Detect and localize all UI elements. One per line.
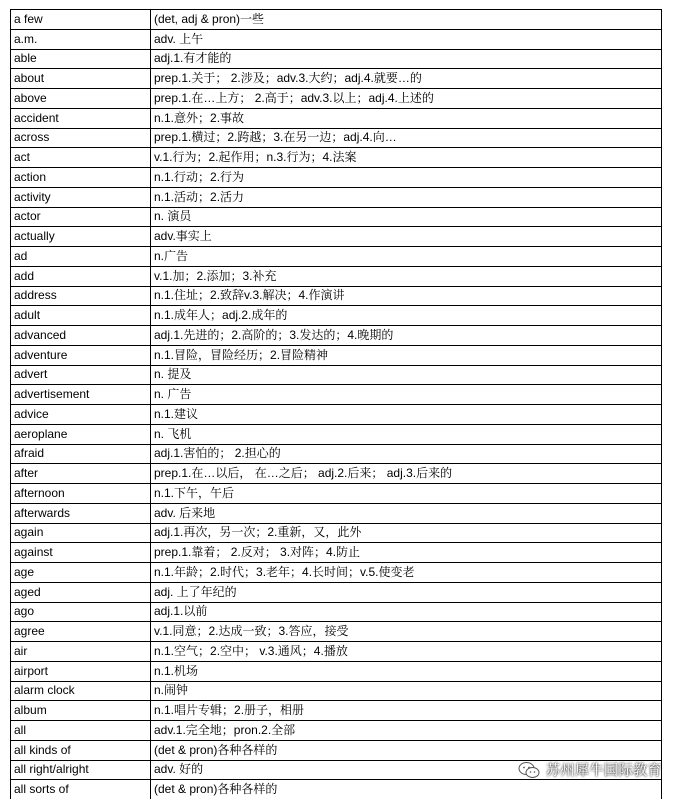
meaning-cell: adj. 上了年纪的 bbox=[151, 582, 662, 602]
word-cell: all right/alright bbox=[11, 760, 151, 780]
word-cell: advice bbox=[11, 405, 151, 425]
word-cell: advert bbox=[11, 365, 151, 385]
meaning-cell: adj.1.再次，另一次；2.重新，又，此外 bbox=[151, 523, 662, 543]
meaning-cell: adv.1.完全地；pron.2.全部 bbox=[151, 721, 662, 741]
word-cell: again bbox=[11, 523, 151, 543]
table-row bbox=[11, 168, 662, 188]
word-cell: all bbox=[11, 721, 151, 741]
table-row bbox=[11, 444, 662, 464]
word-cell: actor bbox=[11, 207, 151, 227]
meaning-cell: n. 演员 bbox=[151, 207, 662, 227]
word-cell: air bbox=[11, 642, 151, 662]
table-row bbox=[11, 207, 662, 227]
table-row bbox=[11, 543, 662, 563]
word-cell: address bbox=[11, 286, 151, 306]
meaning-cell: adj.1.先进的；2.高阶的；3.发达的；4.晚期的 bbox=[151, 326, 662, 346]
word-cell: all sorts of bbox=[11, 780, 151, 799]
table-row bbox=[11, 780, 662, 799]
meaning-cell: v.1.加；2.添加；3.补充 bbox=[151, 266, 662, 286]
table-row bbox=[11, 326, 662, 346]
word-cell: across bbox=[11, 128, 151, 148]
word-cell: after bbox=[11, 464, 151, 484]
table-row bbox=[11, 424, 662, 444]
meaning-cell: adv. 后来地 bbox=[151, 503, 662, 523]
word-cell: all kinds of bbox=[11, 740, 151, 760]
table-row bbox=[11, 345, 662, 365]
word-cell: adventure bbox=[11, 345, 151, 365]
table-row bbox=[11, 148, 662, 168]
table-row bbox=[11, 89, 662, 109]
table-row bbox=[11, 247, 662, 267]
table-row bbox=[11, 740, 662, 760]
meaning-cell: adj.1.害怕的； 2.担心的 bbox=[151, 444, 662, 464]
word-cell: a few bbox=[11, 10, 151, 30]
table-row bbox=[11, 128, 662, 148]
meaning-cell: adj.1.有才能的 bbox=[151, 49, 662, 69]
meaning-cell: n.1.机场 bbox=[151, 661, 662, 681]
word-cell: airport bbox=[11, 661, 151, 681]
word-cell: able bbox=[11, 49, 151, 69]
table-row bbox=[11, 227, 662, 247]
meaning-cell: v.1.同意；2.达成一致；3.答应，接受 bbox=[151, 622, 662, 642]
meaning-cell: adj.1.以前 bbox=[151, 602, 662, 622]
meaning-cell: n.1.年龄；2.时代；3.老年；4.长时间；v.5.使变老 bbox=[151, 563, 662, 583]
table-row bbox=[11, 661, 662, 681]
table-row bbox=[11, 602, 662, 622]
table-row bbox=[11, 266, 662, 286]
meaning-cell: (det, adj & pron)一些 bbox=[151, 10, 662, 30]
word-cell: alarm clock bbox=[11, 681, 151, 701]
meaning-cell: n.1.唱片专辑；2.册子，相册 bbox=[151, 701, 662, 721]
table-row bbox=[11, 306, 662, 326]
meaning-cell: prep.1.关于； 2.涉及；adv.3.大约；adj.4.就要…的 bbox=[151, 69, 662, 89]
meaning-cell: n.广告 bbox=[151, 247, 662, 267]
watermark bbox=[518, 760, 662, 780]
table-row bbox=[11, 385, 662, 405]
word-cell: adult bbox=[11, 306, 151, 326]
table-row bbox=[11, 721, 662, 741]
word-cell: album bbox=[11, 701, 151, 721]
table-row bbox=[11, 187, 662, 207]
word-cell: advanced bbox=[11, 326, 151, 346]
word-cell: about bbox=[11, 69, 151, 89]
meaning-cell: n.闹钟 bbox=[151, 681, 662, 701]
word-cell: ago bbox=[11, 602, 151, 622]
meaning-cell: adv.事实上 bbox=[151, 227, 662, 247]
word-cell: aged bbox=[11, 582, 151, 602]
table-row bbox=[11, 49, 662, 69]
table-row bbox=[11, 484, 662, 504]
word-cell: age bbox=[11, 563, 151, 583]
wechat-icon bbox=[518, 761, 540, 779]
table-row bbox=[11, 405, 662, 425]
word-cell: actually bbox=[11, 227, 151, 247]
table-row bbox=[11, 622, 662, 642]
table-row bbox=[11, 108, 662, 128]
word-cell: ad bbox=[11, 247, 151, 267]
word-cell: advertisement bbox=[11, 385, 151, 405]
table-row bbox=[11, 503, 662, 523]
word-cell: afraid bbox=[11, 444, 151, 464]
meaning-cell: n.1.空气；2.空中； v.3.通风；4.播放 bbox=[151, 642, 662, 662]
table-row bbox=[11, 523, 662, 543]
meaning-cell: n.1.活动；2.活力 bbox=[151, 187, 662, 207]
meaning-cell: prep.1.横过；2.跨越；3.在另一边；adj.4.向… bbox=[151, 128, 662, 148]
meaning-cell: n.1.下午，午后 bbox=[151, 484, 662, 504]
table-row bbox=[11, 681, 662, 701]
meaning-cell: v.1.行为；2.起作用；n.3.行为；4.法案 bbox=[151, 148, 662, 168]
meaning-cell: n.1.住址；2.致辞v.3.解决；4.作演讲 bbox=[151, 286, 662, 306]
word-cell: aeroplane bbox=[11, 424, 151, 444]
table-row bbox=[11, 464, 662, 484]
meaning-cell: n.1.行动；2.行为 bbox=[151, 168, 662, 188]
meaning-cell: (det & pron)各种各样的 bbox=[151, 780, 662, 799]
vocabulary-table bbox=[10, 9, 662, 799]
word-cell: afterwards bbox=[11, 503, 151, 523]
meaning-cell: (det & pron)各种各样的 bbox=[151, 740, 662, 760]
word-cell: against bbox=[11, 543, 151, 563]
meaning-cell: n.1.建议 bbox=[151, 405, 662, 425]
word-cell: activity bbox=[11, 187, 151, 207]
table-row bbox=[11, 563, 662, 583]
word-cell: above bbox=[11, 89, 151, 109]
meaning-cell: n. 广告 bbox=[151, 385, 662, 405]
table-row bbox=[11, 69, 662, 89]
meaning-cell: n. 提及 bbox=[151, 365, 662, 385]
meaning-cell: n.1.成年人；adj.2.成年的 bbox=[151, 306, 662, 326]
meaning-cell: prep.1.在…以后， 在…之后； adj.2.后来； adj.3.后来的 bbox=[151, 464, 662, 484]
word-cell: agree bbox=[11, 622, 151, 642]
word-cell: accident bbox=[11, 108, 151, 128]
word-cell: add bbox=[11, 266, 151, 286]
table-row bbox=[11, 582, 662, 602]
table-row bbox=[11, 29, 662, 49]
table-row bbox=[11, 701, 662, 721]
meaning-cell: n.1.意外；2.事故 bbox=[151, 108, 662, 128]
word-cell: a.m. bbox=[11, 29, 151, 49]
meaning-cell: prep.1.在…上方； 2.高于；adv.3.以上；adj.4.上述的 bbox=[151, 89, 662, 109]
meaning-cell: adv. 好的 bbox=[151, 760, 662, 780]
meaning-cell: n.1.冒险，冒险经历；2.冒险精神 bbox=[151, 345, 662, 365]
word-cell: action bbox=[11, 168, 151, 188]
table-row bbox=[11, 642, 662, 662]
meaning-cell: prep.1.靠着； 2.反对； 3.对阵；4.防止 bbox=[151, 543, 662, 563]
word-cell: afternoon bbox=[11, 484, 151, 504]
table-row bbox=[11, 365, 662, 385]
meaning-cell: n. 飞机 bbox=[151, 424, 662, 444]
watermark-text: 苏州犀牛国际教育 bbox=[546, 762, 662, 778]
word-cell: act bbox=[11, 148, 151, 168]
table-row bbox=[11, 10, 662, 30]
table-row bbox=[11, 286, 662, 306]
meaning-cell: adv. 上午 bbox=[151, 29, 662, 49]
